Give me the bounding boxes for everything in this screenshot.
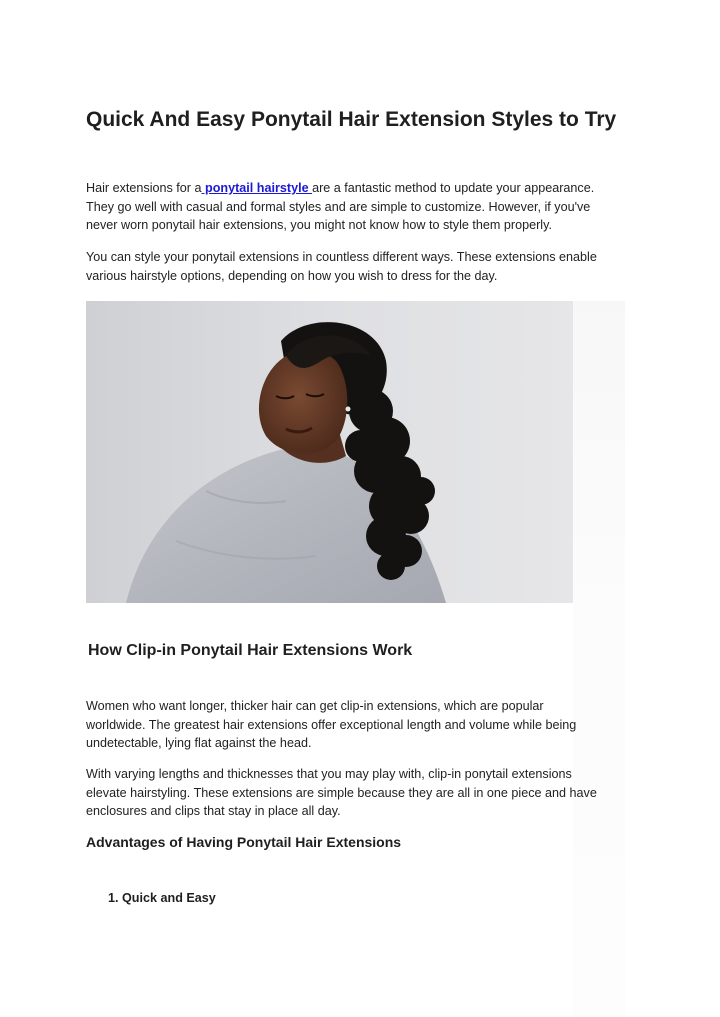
- style-options-paragraph: [86, 248, 646, 285]
- intro-line-2: They go well with casual and formal styles and are simple to customize. However, if you've: [86, 199, 591, 214]
- list-item-quick-and-easy: 1. Quick and Easy: [108, 891, 216, 905]
- section-heading-clip-in: How Clip-in Ponytail Hair Extensions Work: [88, 642, 413, 659]
- ponytail-hairstyle-link[interactable]: ponytail hairstyle: [201, 181, 313, 195]
- para4-line-1: With varying lengths and thicknesses that you may play with, clip-in ponytail extensions: [86, 767, 572, 781]
- document-title: Quick And Easy Ponytail Hair Extension Styles to Try: [86, 108, 617, 131]
- para3-line-2: worldwide. The greatest hair extensions offer exceptional length and volume while being: [86, 717, 577, 732]
- clip-in-paragraph-1: [86, 697, 646, 753]
- para3-line-1: Women who want longer, thicker hair can get clip-in extensions, which are popular: [86, 699, 544, 713]
- para2-line-2: various hairstyle options, depending on how you wish to dress for the day.: [86, 268, 498, 283]
- intro-line-3: never worn ponytail hair extensions, you might not know how to style them properly.: [86, 218, 552, 232]
- clip-in-paragraph-2: [86, 765, 646, 821]
- para4-line-2: elevate hairstyling. These extensions are simple because they are all in one piece and have: [86, 785, 597, 800]
- ponytail-model-photo: [86, 301, 573, 603]
- para3-line-3: undetectable, lying flat against the head.: [86, 736, 312, 750]
- intro-paragraph: [86, 179, 646, 235]
- para2-line-1: You can style your ponytail extensions in countless different ways. These extensions enable: [86, 250, 597, 264]
- page-edge-shade: [573, 301, 625, 1017]
- intro-line-1: Hair extensions for a ponytail hairstyle are a fantastic method to update your appearance.: [86, 181, 595, 195]
- advantages-subheading: Advantages of Having Ponytail Hair Extensions: [86, 834, 402, 850]
- para4-line-3: enclosures and clips that stay in place all day.: [86, 804, 341, 818]
- photo-illustration: [86, 301, 573, 603]
